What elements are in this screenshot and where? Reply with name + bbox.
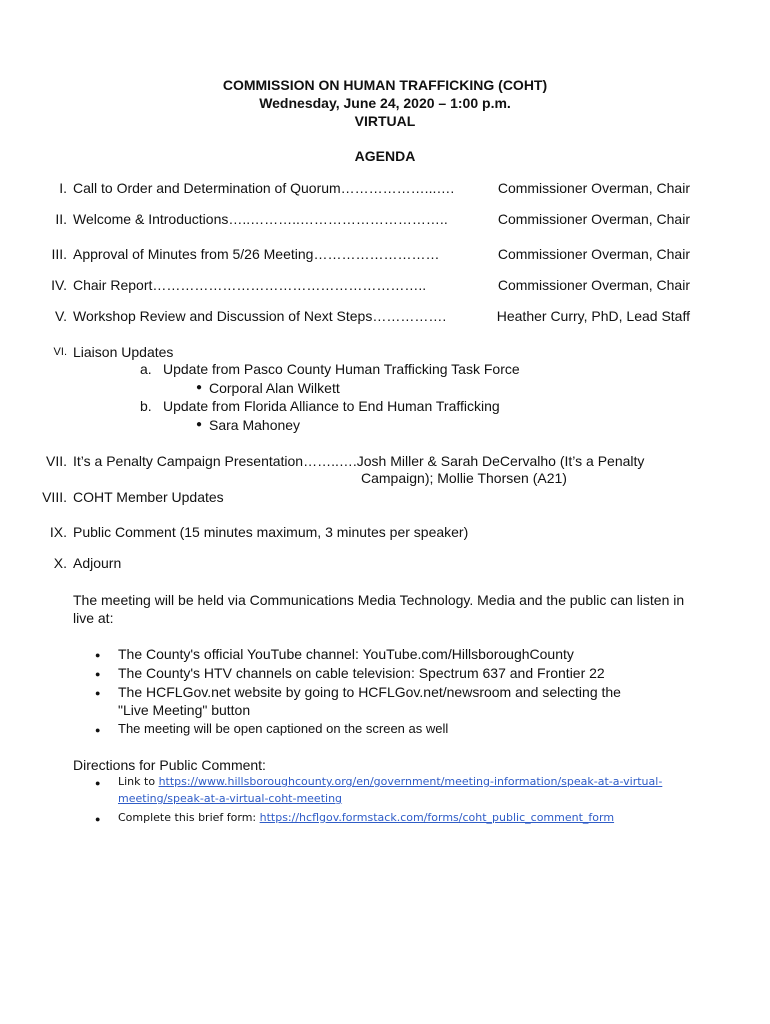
item-number: V. xyxy=(55,308,67,324)
agenda-item xyxy=(0,306,770,326)
info-bullet-captions: The meeting will be open captioned on the screen as well xyxy=(118,721,449,736)
agenda-item xyxy=(0,178,770,198)
item-text: Adjourn xyxy=(73,555,122,571)
item-text-continuation: Campaign); Mollie Thorsen (A21) xyxy=(361,470,567,486)
item-text: Chair Report………………………………………………….. xyxy=(73,277,427,293)
liaison-label-b: b. xyxy=(140,398,152,414)
agenda-heading: AGENDA xyxy=(354,148,416,164)
bullet-icon: ● xyxy=(95,688,101,698)
item-text: Approval of Minutes from 5/26 Meeting……………………… xyxy=(73,246,440,262)
bullet-icon: ● xyxy=(95,814,101,824)
item-presenter: Commissioner Overman, Chair xyxy=(497,277,690,293)
agenda-item xyxy=(0,487,770,507)
item-text: Workshop Review and Discussion of Next Steps……………. xyxy=(73,308,447,324)
agenda-item xyxy=(0,275,770,295)
form-bullet xyxy=(118,809,614,826)
bullet-icon: ● xyxy=(95,778,101,788)
item-number: IX. xyxy=(49,524,67,540)
item-presenter: Heather Curry, PhD, Lead Staff xyxy=(496,308,690,324)
speak-virtual-meeting-link-cont[interactable]: meeting/speak-at-a-virtual-coht-meeting xyxy=(118,792,343,805)
link-bullet xyxy=(118,773,662,790)
item-number: VII. xyxy=(45,453,67,469)
item-presenter: Commissioner Overman, Chair xyxy=(497,180,690,196)
item-text: Public Comment (15 minutes maximum, 3 minutes per speaker) xyxy=(73,524,469,540)
agenda-item xyxy=(0,209,770,229)
item-text: COHT Member Updates xyxy=(73,489,224,505)
item-number: II. xyxy=(55,211,67,227)
agenda-item xyxy=(0,244,770,264)
item-number: VIII. xyxy=(42,489,67,505)
agenda-item xyxy=(0,522,770,542)
public-comment-heading: Directions for Public Comment: xyxy=(73,757,266,773)
item-text: Call to Order and Determination of Quorum………………...…. xyxy=(73,180,455,196)
item-presenter: Commissioner Overman, Chair xyxy=(497,246,690,262)
item-text: Welcome & Introductions…..………..………………………….. xyxy=(73,211,448,227)
meeting-datetime: Wednesday, June 24, 2020 – 1:00 p.m. xyxy=(259,95,511,111)
info-bullet-htv: The County's HTV channels on cable television: Spectrum 637 and Frontier 22 xyxy=(118,665,605,681)
agenda-item xyxy=(0,451,770,471)
info-bullet-website: The HCFLGov.net website by going to HCFLGov.net/newsroom and selecting the xyxy=(118,684,621,700)
liaison-contact-b: Sara Mahoney xyxy=(209,417,301,433)
bullet-icon: ● xyxy=(95,669,101,679)
meeting-format: VIRTUAL xyxy=(354,113,416,129)
bullet-icon: ● xyxy=(196,382,203,393)
bullet-icon: ● xyxy=(95,650,101,660)
item-number: I. xyxy=(59,180,67,196)
item-number: X. xyxy=(53,555,67,571)
item-text: Liaison Updates xyxy=(73,344,174,360)
link-prefix: Link to xyxy=(118,775,159,788)
form-prefix: Complete this brief form: xyxy=(118,811,260,824)
item-presenter: Commissioner Overman, Chair xyxy=(497,211,690,227)
item-text: It’s a Penalty Campaign Presentation……..….Josh Miller & Sarah DeCervalho (It’s a Penalty xyxy=(73,453,645,469)
meeting-info-paragraph: The meeting will be held via Communications Media Technology. Media and the public can listen in live at: xyxy=(73,592,685,626)
liaison-contact-a: Corporal Alan Wilkett xyxy=(209,380,340,396)
info-bullet-youtube: The County's official YouTube channel: YouTube.com/HillsboroughCounty xyxy=(118,646,574,662)
liaison-update-b: Update from Florida Alliance to End Human Trafficking xyxy=(163,398,500,414)
info-bullet-website-cont: "Live Meeting" button xyxy=(118,702,251,718)
bullet-icon: ● xyxy=(95,725,101,735)
item-number: III. xyxy=(51,246,67,262)
document-title: COMMISSION ON HUMAN TRAFFICKING (COHT) xyxy=(222,77,548,93)
liaison-update-a: Update from Pasco County Human Trafficking Task Force xyxy=(163,361,520,377)
agenda-item xyxy=(0,342,770,362)
agenda-item xyxy=(0,553,770,573)
item-number: IV. xyxy=(51,277,67,293)
link-bullet-cont xyxy=(118,790,342,807)
speak-virtual-meeting-link[interactable]: https://www.hillsboroughcounty.org/en/government/meeting-information/speak-at-a-virtual- xyxy=(158,775,663,788)
item-number: VI. xyxy=(53,346,67,358)
public-comment-form-link[interactable]: https://hcflgov.formstack.com/forms/coht_public_comment_form xyxy=(259,811,615,824)
bullet-icon: ● xyxy=(196,419,203,430)
liaison-label-a: a. xyxy=(140,361,152,377)
